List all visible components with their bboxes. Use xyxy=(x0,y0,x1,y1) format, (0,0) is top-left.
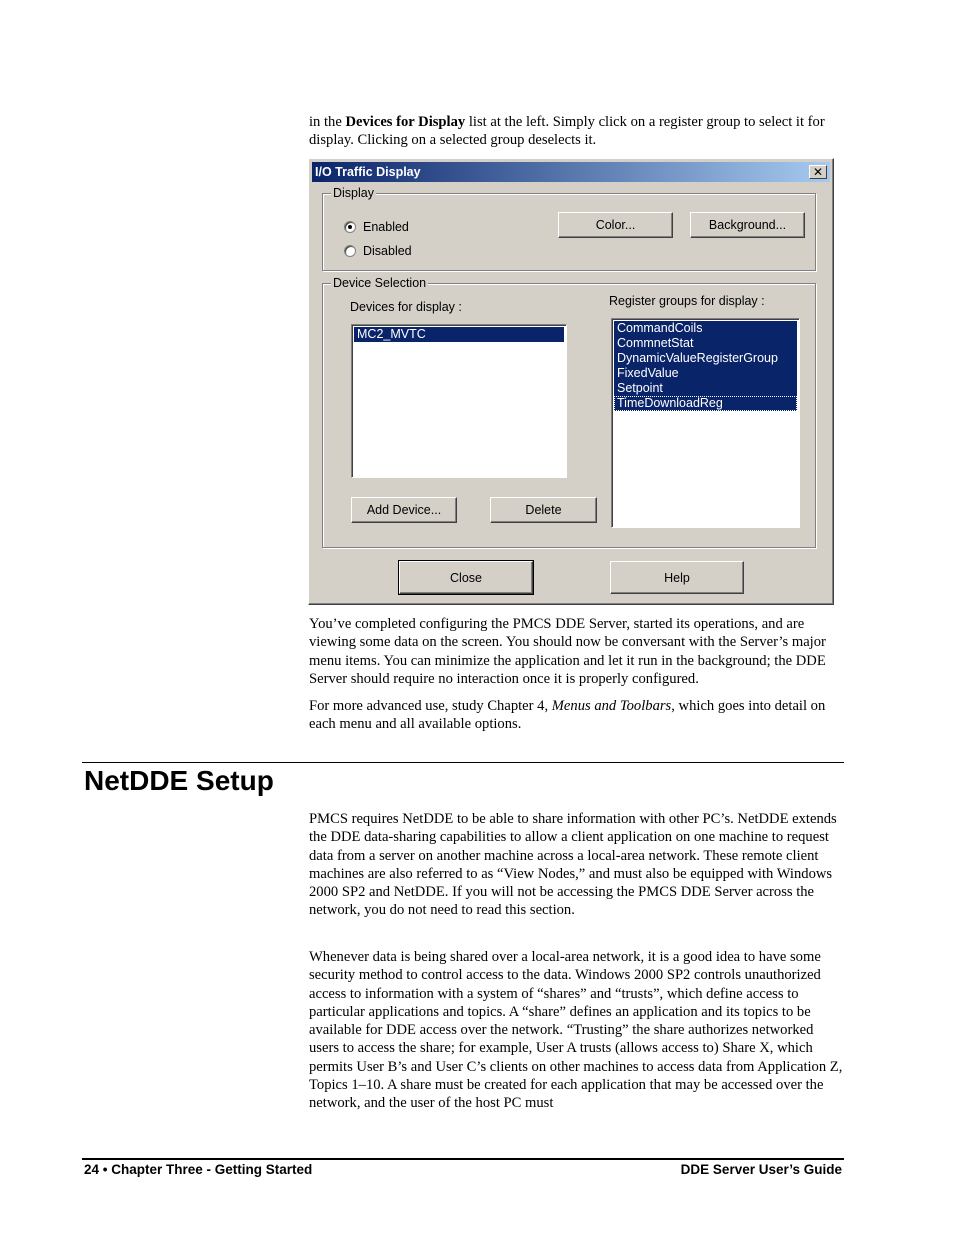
list-item[interactable]: CommnetStat xyxy=(614,336,797,351)
dialog-title: I/O Traffic Display xyxy=(315,165,421,179)
devices-list-label: Devices for display : xyxy=(350,300,462,314)
list-item[interactable]: DynamicValueRegisterGroup xyxy=(614,351,797,366)
radio-enabled[interactable] xyxy=(344,219,409,235)
radio-enabled-label: Enabled xyxy=(363,220,409,234)
io-traffic-display-dialog xyxy=(308,158,834,605)
color-button[interactable]: Color... xyxy=(558,212,673,238)
netdde-paragraph-1: PMCS requires NetDDE to be able to share information with other PC’s. NetDDE extends the DDE data-sharing capabilities to allow a client application on one machine to request data from a server on another machine across a local-area network. These remote client machines are also referred to as “View Nodes,” and must also be equipped with Windows 2000 SP2 and NetDDE. If you will not be accessing the PMCS DDE Server across the network, you do not need to read this section. xyxy=(309,811,837,919)
list-item[interactable]: FixedValue xyxy=(614,366,797,381)
add-device-button[interactable]: Add Device... xyxy=(351,497,457,523)
footer-guide-title: DDE Server User’s Guide xyxy=(680,1162,842,1177)
radio-disabled[interactable] xyxy=(344,243,412,259)
footer-chapter: 24 • Chapter Three - Getting Started xyxy=(84,1162,313,1177)
radio-unselected-icon xyxy=(344,245,356,257)
netdde-paragraph-2: Whenever data is being shared over a local-area network, it is a good idea to have some security method to control access to the data. Windows 2000 SP2 controls unauthorized access to information with a system of “shares” and “trusts”, which define access to particular applications and topics. A “share” defines an application and its topics to be available for DDE access over the network. “Trusting” the share authorizes networked users to access the share; for example, User A trusts (allows access to) Share X, which permits User B’s and User C’s clients on other machines to access data from Application Z, Topics 1–10. A share must be created for each application that may be accessed over the network, and the user of the host PC must xyxy=(309,949,843,1112)
section-heading: NetDDE Setup xyxy=(84,765,274,796)
chapter-title-reference: Menus and Toolbars xyxy=(551,698,672,714)
list-item[interactable]: CommandCoils xyxy=(614,321,797,336)
dialog-titlebar xyxy=(312,162,830,182)
list-item[interactable]: MC2_MVTC xyxy=(354,327,564,342)
footer-divider xyxy=(82,1158,844,1160)
completed-paragraph: You’ve completed configuring the PMCS DDE Server, started its operations, and are viewing some data on the screen. You should now be conversant with the Server’s major menu items. You can minimize the application and let it run in the background; the DDE Server should require no interaction once it is properly configured. xyxy=(309,616,826,687)
display-groupbox xyxy=(322,186,816,271)
advanced-text-before: For more advanced use, study Chapter 4, xyxy=(309,698,552,714)
close-icon[interactable]: ✕ xyxy=(809,165,827,179)
intro-text-after: list at the left. Simply click on a register group to select it for display. Clicking on a selected group deselects it. xyxy=(309,114,825,149)
help-button[interactable]: Help xyxy=(610,561,744,594)
device-group-label: Device Selection xyxy=(333,276,427,290)
intro-text-before: in the xyxy=(309,114,346,130)
display-group-label: Display xyxy=(333,186,374,200)
device-selection-groupbox xyxy=(322,276,816,548)
advanced-text-after: , which goes into detail on each menu and all available options. xyxy=(309,698,826,733)
advanced-use-paragraph xyxy=(309,697,844,734)
register-groups-listbox[interactable] xyxy=(611,318,800,528)
registers-list-label: Register groups for display : xyxy=(609,294,765,308)
devices-listbox[interactable] xyxy=(351,324,567,478)
background-button[interactable]: Background... xyxy=(690,212,805,238)
section-divider xyxy=(82,762,844,763)
delete-button[interactable]: Delete xyxy=(490,497,597,523)
radio-disabled-label: Disabled xyxy=(363,244,412,258)
list-item[interactable]: Setpoint xyxy=(614,381,797,396)
radio-selected-icon xyxy=(344,221,356,233)
intro-paragraph xyxy=(309,113,844,150)
intro-bold-term: Devices for Display xyxy=(345,114,466,130)
dialog-close-button[interactable]: Close xyxy=(399,561,533,594)
list-item[interactable]: TimeDownloadReg xyxy=(614,396,797,411)
